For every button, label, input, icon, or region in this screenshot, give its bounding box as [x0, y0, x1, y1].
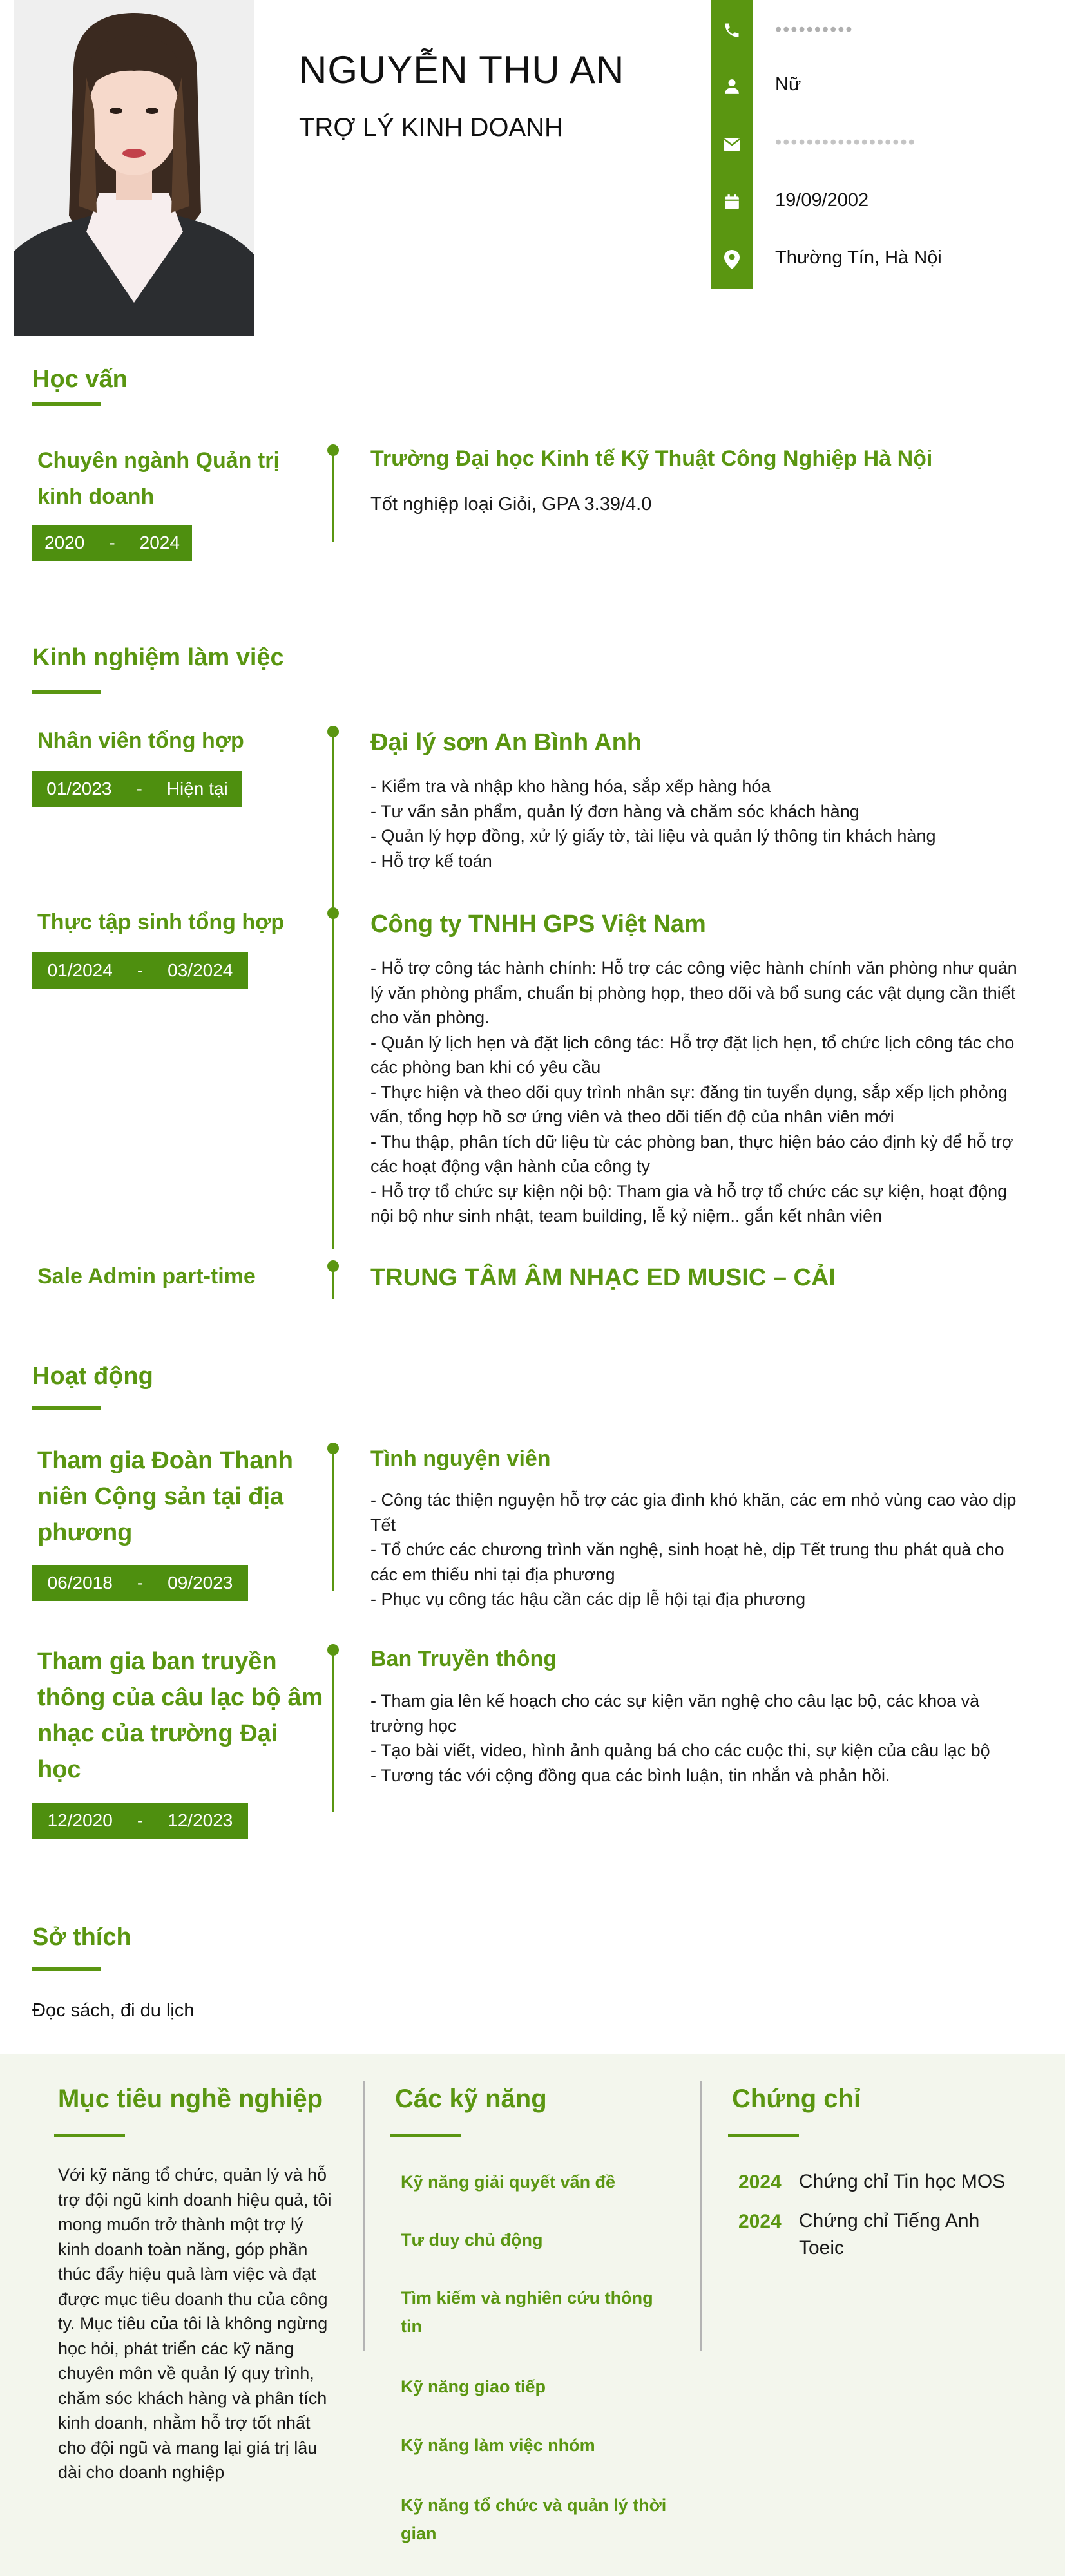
- activity-date: 06/2018 - 09/2023: [32, 1565, 248, 1601]
- skill-item: Kỹ năng làm việc nhóm: [401, 2436, 595, 2455]
- experience-date: 01/2023 - Hiện tại: [32, 771, 242, 807]
- education-date: 2020 - 2024: [32, 525, 192, 561]
- timeline-line: [332, 451, 334, 542]
- hobbies-text: Đọc sách, đi du lịch: [32, 2000, 195, 2021]
- location-icon: [711, 245, 753, 274]
- activity-role: Ban Truyền thông: [370, 1647, 557, 1671]
- experience-company: TRUNG TÂM ÂM NHẠC ED MUSIC – CẢI: [370, 1264, 836, 1291]
- email-icon: [711, 130, 753, 158]
- certificate-year: 2024: [738, 2211, 782, 2232]
- section-underline: [32, 1406, 101, 1410]
- activity-role: Tình nguyện viên: [370, 1446, 551, 1471]
- education-section-title: Học vấn: [32, 366, 128, 393]
- job-title: TRỢ LÝ KINH DOANH: [299, 113, 563, 142]
- user-icon: [711, 72, 753, 100]
- experience-date: 01/2024 - 03/2024: [32, 952, 248, 989]
- activities-section-title: Hoạt động: [32, 1363, 153, 1390]
- activity-date: 12/2020 - 12/2023: [32, 1803, 248, 1839]
- timeline-line: [332, 1449, 334, 1591]
- experience-position: Nhân viên tổng hợp: [37, 728, 244, 753]
- experience-position: Sale Admin part-time: [37, 1264, 256, 1289]
- section-underline: [32, 402, 101, 406]
- goal-text: Với kỹ năng tổ chức, quản lý và hỗ trợ đội ngũ kinh doanh hiệu quả, tôi mong muốn trở thành một trợ lý kinh doanh toàn năng, góp phần thúc đẩy hiệu quả làm việc và đạt được mục tiêu doanh thu của công ty. Mục tiêu của tôi là không ngừng học hỏi, phát triển các kỹ năng chuyên môn về quản lý quy trình, chăm sóc khách hàng và phân tích kinh doanh, nhằm hỗ trợ tốt nhất cho đội ngũ và mang lại giá trị lâu dài cho doanh nghiệp: [58, 2165, 332, 2482]
- section-underline: [32, 1967, 101, 1971]
- skill-item: Tìm kiếm và nghiên cứu thông tin: [401, 2288, 653, 2336]
- experience-description: - Kiểm tra và nhập kho hàng hóa, sắp xếp hàng hóa - Tư vấn sản phẩm, quản lý đơn hàng và chăm sóc khách hàng - Quản lý hợp đồng, xử lý giấy tờ, tài liệu và quản lý thông tin khách hàng - Hỗ trợ kế toán: [370, 777, 936, 871]
- certificate-year: 2024: [738, 2172, 782, 2193]
- column-divider: [700, 2081, 702, 2351]
- timeline-line: [332, 732, 334, 908]
- certificate-name: Chứng chỉ Tiếng Anh Toeic: [799, 2210, 980, 2259]
- contact-icon-bar: [711, 0, 753, 289]
- experience-description: - Hỗ trợ công tác hành chính: Hỗ trợ các công việc hành chính văn phòng như quản lý văn phòng phẩm, chuẩn bị phòng họp, theo dõi và bổ sung các vật dụng cần thiết cho văn phòng. - Quản lý lịch hẹn và đặt lịch công tác: Hỗ trợ đặt lịch hẹn, tổ chức lịch công tác cho các phòng ban khi có yêu cầu - Thực hiện và theo dõi quy trình nhân sự: đăng tin tuyển dụng, sắp xếp lịch phỏng vấn, tổng hợp hồ sơ ứng viên và theo dõi tiến độ của nhân viên mới - Thu thập, phân tích dữ liệu từ các phòng ban, thực hiện báo cáo định kỳ để hỗ trợ các hoạt động vận hành của công ty - Hỗ trợ tổ chức sự kiện nội bộ: Tham gia và hỗ trợ tổ chức các sự kiện, hoạt động nội bộ như sinh nhật, team building, lễ kỷ niệm.. gắn kết nhân viên: [370, 958, 1017, 1226]
- email-value: ••••••••••••••••••: [775, 132, 916, 153]
- timeline-line: [332, 914, 334, 1249]
- activity-name: Tham gia ban truyền thông của câu lạc bộ âm nhạc của trường Đại học: [37, 1648, 323, 1783]
- birthday-value: 19/09/2002: [775, 190, 869, 211]
- activity-description: - Tham gia lên kế hoạch cho các sự kiện văn nghệ cho câu lạc bộ, các khoa và trường học - Tạo bài viết, video, hình ảnh quảng bá cho các cuộc thi, sự kiện của câu lạc bộ - Tương tác với cộng đồng qua các bình luận, tin nhắn và phản hồi.: [370, 1691, 990, 1785]
- skill-item: Kỹ năng giải quyết vấn đề: [401, 2172, 616, 2192]
- education-result: Tốt nghiệp loại Giỏi, GPA 3.39/4.0: [370, 494, 652, 515]
- calendar-icon: [711, 188, 753, 216]
- experience-company: Công ty TNHH GPS Việt Nam: [370, 911, 706, 938]
- gender-value: Nữ: [775, 74, 801, 95]
- education-major: Chuyên ngành Quản trị kinh doanh: [37, 448, 280, 509]
- phone-value: ••••••••••: [775, 19, 854, 40]
- column-divider: [363, 2081, 365, 2351]
- experience-section-title: Kinh nghiệm làm việc: [32, 644, 284, 671]
- skills-section-title: Các kỹ năng: [395, 2085, 547, 2113]
- experience-position: Thực tập sinh tổng hợp: [37, 910, 285, 934]
- skill-item: Kỹ năng giao tiếp: [401, 2377, 546, 2396]
- candidate-name: NGUYỄN THU AN: [299, 48, 625, 91]
- phone-icon: [711, 16, 753, 44]
- certificates-section-title: Chứng chỉ: [732, 2085, 861, 2113]
- address-value: Thường Tín, Hà Nội: [775, 247, 942, 268]
- section-underline: [728, 2134, 799, 2137]
- hobbies-section-title: Sở thích: [32, 1924, 131, 1951]
- education-school: Trường Đại học Kinh tế Kỹ Thuật Công Nghiệp Hà Nội: [370, 446, 933, 471]
- certificate-name: Chứng chỉ Tin học MOS: [799, 2171, 1006, 2192]
- goal-section-title: Mục tiêu nghề nghiệp: [58, 2085, 323, 2113]
- experience-company: Đại lý sơn An Bình Anh: [370, 729, 642, 756]
- profile-photo: [14, 0, 254, 336]
- skill-item: Kỹ năng tổ chức và quản lý thời gian: [401, 2496, 667, 2543]
- section-underline: [54, 2134, 125, 2137]
- activity-name: Tham gia Đoàn Thanh niên Cộng sản tại địa phương: [37, 1447, 293, 1546]
- section-underline: [32, 690, 101, 694]
- timeline-line: [332, 1651, 334, 1812]
- timeline-line: [332, 1267, 334, 1299]
- activity-description: - Công tác thiện nguyện hỗ trợ các gia đình khó khăn, các em nhỏ vùng cao vào dịp Tết - Tổ chức các chương trình văn nghệ, sinh hoạt hè, dịp Tết trung thu phát quà cho các em thiếu nhi tại địa phương - Phục vụ công tác hậu cần các dịp lễ hội tại địa phương: [370, 1490, 1017, 1609]
- section-underline: [390, 2134, 461, 2137]
- skill-item: Tư duy chủ động: [401, 2230, 543, 2249]
